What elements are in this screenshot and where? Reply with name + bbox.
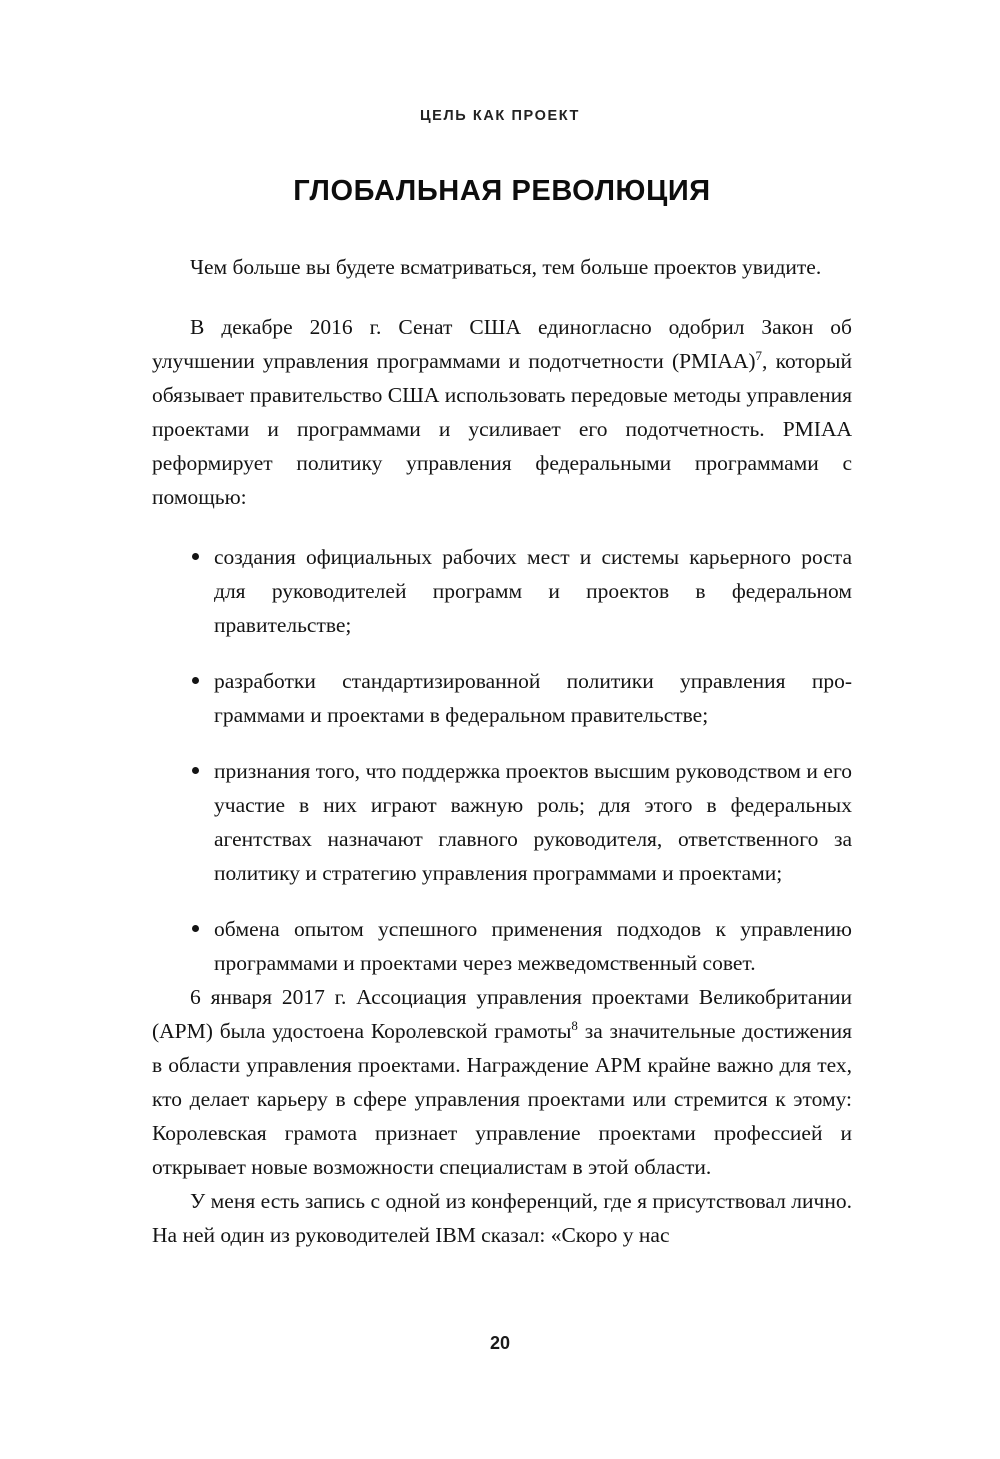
paragraph-2-part-a: В декабре 2016 г. Сенат США единогласно одобрил Закон об улучшении управления программами и подотчетности (PMIAA): [152, 315, 852, 373]
bullet-list: [152, 540, 852, 980]
paragraph-1: Чем больше вы будете всматриваться, тем больше проектов увидите.: [190, 255, 822, 279]
footnote-marker-7: 7: [755, 347, 763, 363]
list-item: [152, 754, 852, 890]
footnote-marker-8: 8: [571, 1017, 578, 1033]
list-item-text: разработки стандартизированной политики управления программами и проектами в федеральном правительстве;: [214, 669, 852, 727]
paragraph-2: [152, 310, 852, 514]
bullet-dot-icon: [192, 553, 199, 560]
paragraph-3: [152, 980, 852, 1184]
list-item: [152, 540, 852, 642]
paragraph-3-part-a: 6 января 2017 г. Ассоциация управления проектами Великобритании (APM) была удостоена Королевской грамоты: [152, 985, 852, 1043]
bullet-dot-icon: [192, 767, 199, 774]
bullet-dot-icon: [192, 677, 199, 684]
list-item-text: создания официальных рабочих мест и системы карьерного роста для руководителей программ и проектов в федеральном правительстве;: [214, 545, 852, 637]
running-head: ЦЕЛЬ КАК ПРОЕКТ: [419, 108, 580, 124]
bullet-dot-icon: [192, 925, 199, 932]
list-item: [152, 664, 852, 732]
page-title: ГЛОБАЛЬНАЯ РЕВОЛЮЦИЯ: [293, 175, 711, 207]
list-item-text: признания того, что поддержка проектов высшим руководством и его участие в них играют важную роль; для этого в федеральных агентствах назначают главного руководителя, ответственного за политику и стратегию управления программами и проектами;: [214, 759, 852, 885]
list-item-text: обмена опытом успешного применения подходов к управлению программами и проектами через межведомственный совет.: [214, 917, 852, 975]
paragraph-2-part-b: , который обязывает правительство США использовать передовые методы управления проектами и программами и усиливает его подотчетность. PMIAA реформирует политику управления федеральными программами с помощью:: [152, 349, 852, 509]
page-content: [152, 175, 852, 1252]
paragraph-4: У меня есть запись с одной из конференций, где я присутствовал лично. На ней один из руководителей IBM сказал: «Скоро у нас: [152, 1189, 852, 1247]
page-number: 20: [489, 1333, 511, 1353]
paragraph-3-part-b: за значительные достижения в области управления проектами. Награждение APM крайне важно для тех, кто делает карьеру в сфере управления проектами или стремится к этому: Королевская грамота признает управление проектами профессией и открывает новые возможности специалистам в этой области.: [152, 1019, 852, 1179]
list-item: [152, 912, 852, 980]
